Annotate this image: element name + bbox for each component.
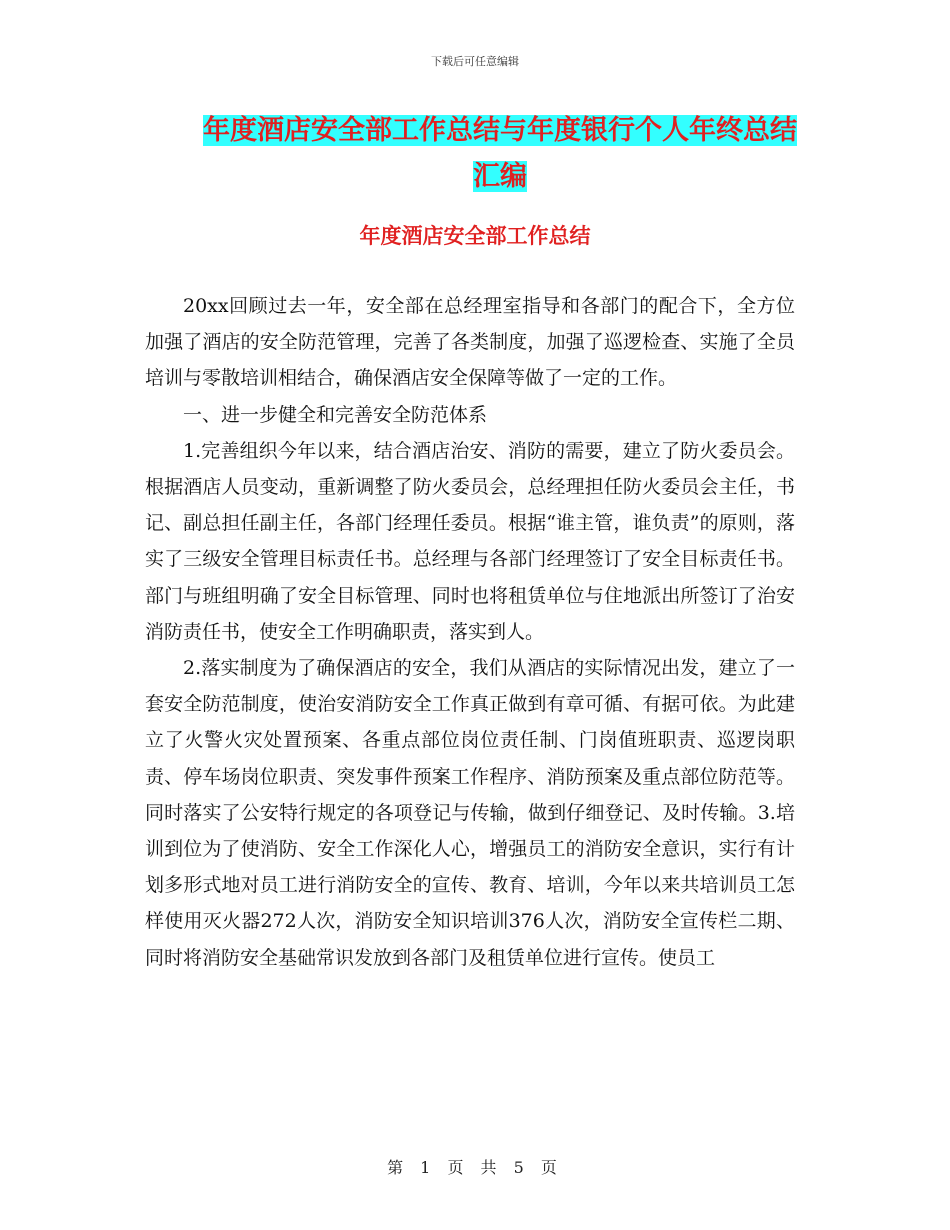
paragraph: 一、进一步健全和完善安全防范体系 <box>183 403 488 426</box>
paragraph: 20xx回顾过去一年，安全部在总经理室指导和各部门的配合下，全方位加强了酒店的安全防范管理，完善了各类制度，加强了巡逻检查、实施了全员培训与零散培训相结合，确保酒店安全保障等做了一定的工作。 <box>145 295 795 390</box>
document-title-text: 年度酒店安全部工作总结与年度银行个人年终总结汇编 <box>203 115 797 192</box>
page-footer: 第 1 页 共 5 页 <box>387 1158 563 1177</box>
paragraph: 1.完善组织今年以来，结合酒店治安、消防的需要，建立了防火委员会。根据酒店人员变动，重新调整了防火委员会，总经理担任防火委员会主任，书记、副总担任副主任，各部门经理任委员。根据“谁主管，谁负责”的原则，落实了三级安全管理目标责任书。总经理与各部门经理签订了安全目标责任书。部门与班组明确了安全目标管理、同时也将租赁单位与住地派出所签订了治安消防责任书，使安全工作明确职责，落实到人。 <box>145 439 795 643</box>
document-title <box>190 108 810 200</box>
body-text <box>145 288 795 976</box>
paragraph: 2.落实制度为了确保酒店的安全，我们从酒店的实际情况出发，建立了一套安全防范制度，使治安消防安全工作真正做到有章可循、有据可依。为此建立了火警火灾处置预案、各重点部位岗位责任制、门岗值班职责、巡逻岗职责、停车场岗位职责、突发事件预案工作程序、消防预案及重点部位防范等。同时落实了公安特行规定的各项登记与传输，做到仔细登记、及时传输。3.培训到位为了使消防、安全工作深化人心，增强员工的消防安全意识，实行有计划多形式地对员工进行消防安全的宣传、教育、培训，今年以来共培训员工怎样使用灭火器272人次，消防安全知识培训376人次，消防安全宣传栏二期、同时将消防安全基础常识发放到各部门及租赁单位进行宣传。使员工 <box>145 657 795 969</box>
header-note: 下载后可任意编辑 <box>431 55 519 68</box>
section-title: 年度酒店安全部工作总结 <box>359 224 591 248</box>
